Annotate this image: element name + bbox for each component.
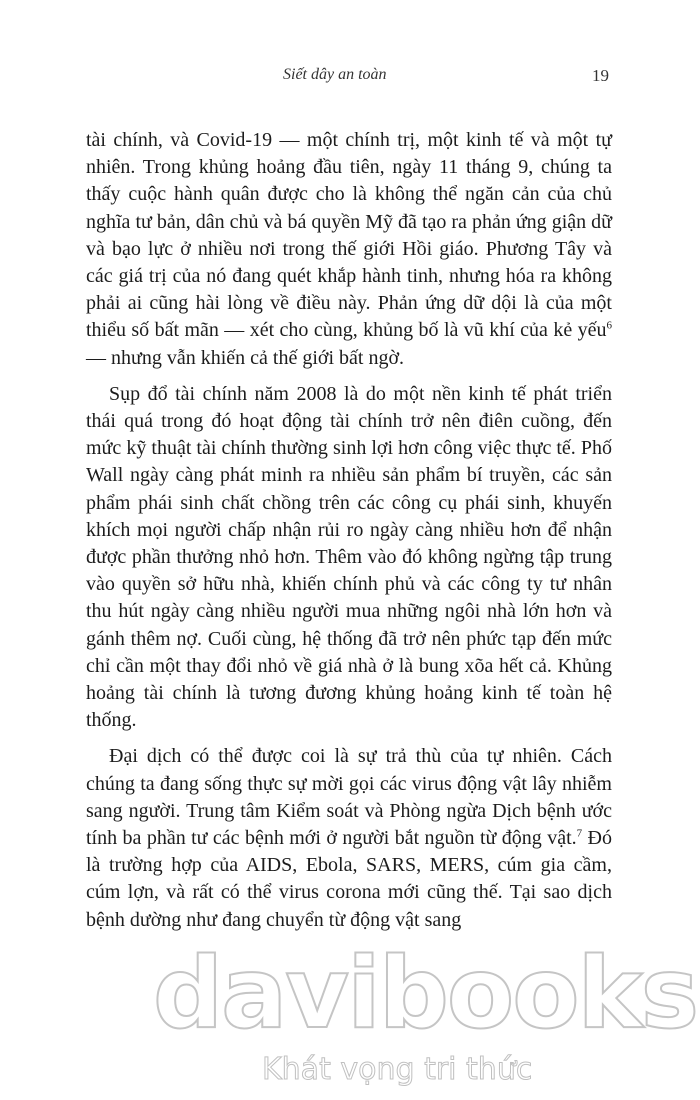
footnote-marker-7: 7	[576, 827, 583, 840]
running-head	[0, 66, 700, 90]
paragraph-3	[86, 743, 612, 933]
paragraph-1-part-b: — nhưng vẫn khiến cả thế giới bất ngờ.	[86, 346, 405, 369]
paragraph-2: Sụp đổ tài chính năm 2008 là do một nền kinh tế phát triển thái quá trong đó hoạt động tài chính trở nên điên cuồng, đến mức kỹ thuật tài chính thường sinh lợi hơn công việc thực tế. Phố Wall ngày càng phát minh ra nhiều sản phẩm bí truyền, các sản phẩm phái sinh chất chồng trên các công cụ phái sinh, khuyến khích mọi người chấp nhận rủi ro ngày càng nhiều hơn để nhận được phần thưởng nhỏ hơn. Thêm vào đó không ngừng tập trung vào quyền sở hữu nhà, khiến chính phủ và các công ty tư nhân thu hút ngày càng nhiều người mua những ngôi nhà lớn hơn và gánh thêm nợ. Cuối cùng, hệ thống đã trở nên phức tạp đến mức chỉ cần một thay đổi nhỏ về giá nhà ở là bung xõa hết cả. Khủng hoảng tài chính là tương đương khủng hoảng kinh tế toàn hệ thống.	[86, 382, 612, 732]
running-title: Siết dây an toàn	[283, 66, 387, 83]
paragraph-3-part-b: Đó là trường hợp của AIDS, Ebola, SARS, MERS, cúm gia cầm, cúm lợn, và rất có thể virus corona mới cũng thế. Tại sao dịch bệnh dường như đang chuyển từ động vật sang	[86, 827, 612, 931]
watermark-tagline: Khát vọng tri thức	[262, 1052, 533, 1087]
paragraph-3-part-a: Đại dịch có thể được coi là sự trả thù của tự nhiên. Cách chúng ta đang sống thực sự mời gọi các virus động vật lây nhiễm sang người. Trung tâm Kiểm soát và Phòng ngừa Dịch bệnh ước tính ba phần tư các bệnh mới ở người bắt nguồn từ động vật.	[86, 745, 612, 850]
page-number: 19	[592, 66, 609, 85]
paragraph-1	[86, 127, 612, 372]
body-text	[86, 127, 612, 943]
watermark-brand: davibooks	[153, 937, 698, 1051]
paragraph-1-part-a: tài chính, và Covid-19 — một chính trị, một kinh tế và một tự nhiên. Trong khủng hoảng đầu tiên, ngày 11 tháng 9, chúng ta thấy cuộc hành quân được cho là không thể ngăn cản của chủ nghĩa tư bản, dân chủ và bá quyền Mỹ đã tạo ra phản ứng giận dữ và bạo lực ở nhiều nơi trong thế giới Hồi giáo. Phương Tây và các giá trị của nó đang quét khắp hành tinh, nhưng hóa ra không phải ai cũng hài lòng về điều này. Phản ứng dữ dội là của một thiểu số bất mãn — xét cho cùng, khủng bố là vũ khí của kẻ yếu	[86, 129, 612, 342]
watermark	[0, 937, 700, 1095]
footnote-marker-6: 6	[606, 319, 612, 332]
